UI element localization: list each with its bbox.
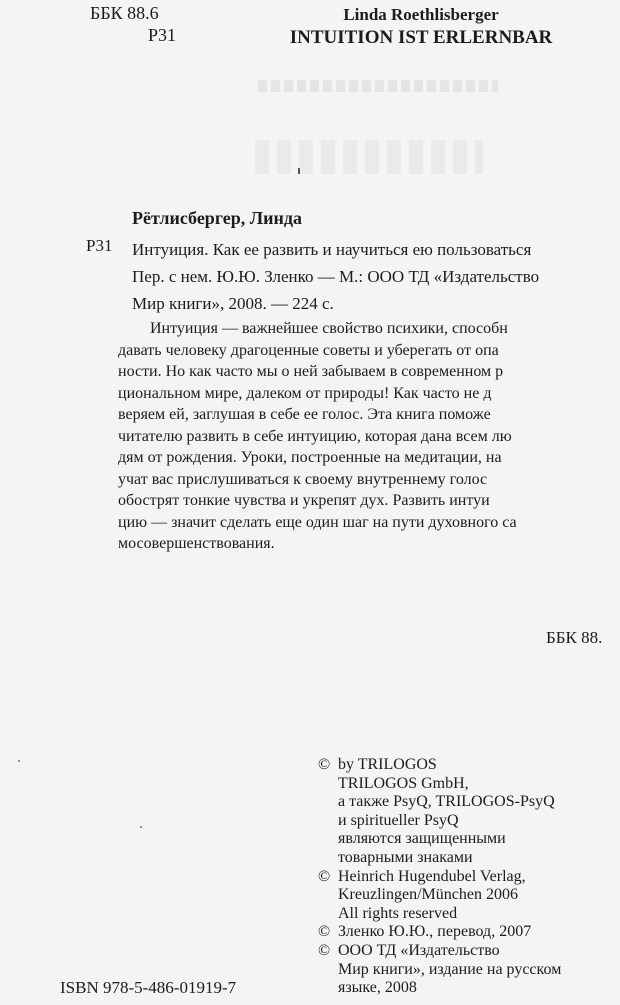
copyright-text: by TRILOGOS [338,756,437,773]
copyright-line: All rights reserved [338,904,458,922]
copyright-text: Heinrich Hugendubel Verlag, [338,867,526,885]
annotation-line: давать человеку драгоценные советы и уберегать от опа [118,341,499,359]
copyright-text: Зленко Ю.Ю., перевод, 2007 [338,923,532,941]
bbk-classification [90,2,176,46]
annotation [118,318,517,555]
print-speck [140,826,142,828]
annotation-line: Интуиция — важнейшее свойство психики, способн [150,320,508,337]
copyright-line: товарными знаками [338,848,473,866]
copyright-line [318,942,561,961]
copyright-text: ООО ТД «Издательство [338,941,500,959]
bleed-through-line [255,140,483,174]
copyright-line: Kreuzlingen/München 2006 [338,886,518,904]
copyright-line: а также PsyQ, TRILOGOS-PsyQ [338,793,555,811]
biblio-line: Мир книги», 2008. — 224 с. [132,294,334,313]
bibliographic-description [132,236,539,317]
print-speck [298,168,300,174]
catalog-code: Р31 [86,236,113,255]
annotation-line: цию — значит сделать еще один шаг на пути духовного са [118,513,517,531]
annotation-line: дям от рождения. Уроки, построенные на медитации, на [118,449,502,466]
isbn: ISBN 978-5-486-01919-7 [60,978,237,997]
original-author: Linda Roethlisberger [343,5,499,24]
bleed-through-line [258,80,498,92]
original-title: INTUITION IST ERLERNBAR [289,27,553,48]
bbk-code-repeat: ББК 88. [546,628,603,647]
copyright-line [318,868,561,887]
annotation-line: веряем ей, заглушая в себе ее голос. Эта книга поможе [118,406,491,423]
annotation-line: учат вас прислушиваться к своему внутреннему голос [118,470,488,488]
print-speck [18,760,20,762]
copyright-mark: © [318,867,331,885]
copyright-line: TRILOGOS GmbH, [338,774,469,792]
annotation-line: мосовершенствования. [118,535,275,552]
copyright-line: и spiritueller PsyQ [338,811,459,829]
annotation-line: читателю развить в себе интуицию, которая дана всем лю [118,427,512,445]
author-index: Р31 [148,25,177,45]
copyright-line: являются защищенными [338,830,506,848]
copyright-block [318,756,561,998]
biblio-line: Интуиция. Как ее развить и научиться ею пользоваться [132,240,532,259]
annotation-line: ности. Но как часто мы о ней забываем в современном р [118,363,504,380]
annotation-line: обострят тонкие чувства и укрепят дух. Развить интуи [118,492,490,509]
copyright-line [318,923,561,942]
annotation-line: циональном мире, далеком от природы! Как часто не д [118,384,492,402]
copyright-line: Мир книги», издание на русском [338,960,562,978]
copyright-mark: © [318,923,331,941]
catalog-author: Рётлисбергер, Линда [132,208,303,228]
bbk-code: ББК 88.6 [90,3,159,23]
copyright-mark: © [318,756,331,773]
biblio-line: Пер. с нем. Ю.Ю. Зленко — М.: ООО ТД «Издательство [132,267,540,286]
copyright-mark: © [318,941,331,959]
original-edition-header [256,4,586,50]
copyright-line: языке, 2008 [338,979,417,997]
copyright-line [318,756,561,775]
